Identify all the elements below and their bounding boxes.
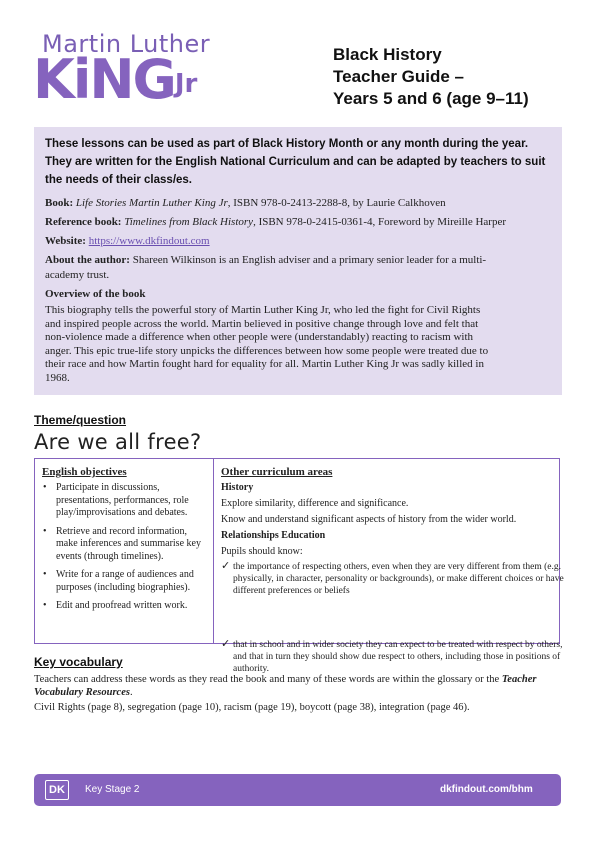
english-objective-item: • Participate in discussions, presentations, performances, role play/improvisations and debates. bbox=[42, 482, 204, 520]
reference-label: Reference book: bbox=[45, 216, 122, 228]
overview-heading: Overview of the book bbox=[45, 288, 146, 300]
intro-lead: These lessons can be used as part of Black History Month or any month during the year. They are written for the English National Curriculum and can be adapted by teachers to suit the needs of their class/es. bbox=[45, 138, 546, 186]
book-details: , ISBN 978-0-2413-2288-8, by Laurie Calkhoven bbox=[227, 197, 446, 209]
english-objectives-list bbox=[42, 482, 204, 619]
english-objective-item: • Edit and proofread written work. bbox=[42, 600, 204, 613]
dk-logo: DK bbox=[45, 780, 69, 800]
relationships-intro: Pupils should know: bbox=[221, 546, 303, 557]
theme-label: Theme/question bbox=[34, 413, 127, 427]
objectives-divider bbox=[213, 458, 214, 644]
website-link[interactable]: https://www.dkfindout.com bbox=[88, 235, 210, 247]
overview-text: This biography tells the powerful story of Martin Luther King Jr, who led the fight for Civil Rights and inspired people across the world. Martin believed in positive change through love and felt that non-violence made a difference when other people were (understandably) reacting to racism with anger. This epic true-life story unpicks the differences between how some people were treated due to their race and how Martin fought hard for equality for all. Martin Luther King Jr was sadly killed in 1968. bbox=[45, 304, 489, 384]
tick-icon: ✓ bbox=[221, 638, 231, 650]
theme-question: Are we all free? bbox=[34, 430, 202, 454]
title-line-2: Teacher Guide – bbox=[333, 67, 465, 86]
vocab-text-part: Teachers can address these words as they read the book and many of these words are within the glossary or the bbox=[34, 674, 502, 685]
website-label: Website: bbox=[45, 235, 86, 247]
author-line bbox=[45, 253, 515, 283]
english-objective-item: • Retrieve and record information, make inferences and summarise key events (through timelines). bbox=[42, 526, 204, 564]
tick-icon: ✓ bbox=[221, 560, 231, 572]
english-objectives-heading: English objectives bbox=[42, 466, 127, 478]
history-line-2: Know and understand significant aspects of history from the wider world. bbox=[221, 514, 517, 525]
other-curriculum-heading: Other curriculum areas bbox=[221, 466, 333, 478]
vocab-text-end: . bbox=[129, 687, 133, 698]
relationships-item bbox=[221, 561, 565, 597]
logo-jr: Jr bbox=[174, 69, 198, 99]
key-stage-label: Key Stage 2 bbox=[85, 784, 140, 795]
relationships-item-text: that in school and in wider society they can expect to be treated with respect by others, and that in turn they should show due respect to others, including those in positions of authority. bbox=[233, 640, 563, 674]
book-label: Book: bbox=[45, 197, 74, 209]
relationships-heading: Relationships Education bbox=[221, 530, 326, 541]
book-line bbox=[45, 196, 555, 211]
title-line-3: Years 5 and 6 (age 9–11) bbox=[333, 89, 529, 108]
vocab-list: Civil Rights (page 8), segregation (page 10), racism (page 19), boycott (page 38), integration (page 46). bbox=[34, 702, 470, 713]
title-line-1: Black History bbox=[333, 45, 442, 64]
logo-name-line: Martin Luther bbox=[42, 30, 211, 58]
page-title bbox=[333, 44, 573, 110]
author-text: Shareen Wilkinson is an English adviser and a primary senior leader for a multi-academy trust. bbox=[45, 254, 487, 281]
book-title: Life Stories Martin Luther King Jr bbox=[75, 197, 228, 209]
website-line bbox=[45, 234, 555, 249]
logo-king-text: KiNG bbox=[33, 48, 175, 111]
author-label: About the author: bbox=[45, 254, 130, 266]
vocab-resources: Teacher Vocabulary Resources bbox=[34, 674, 537, 698]
english-objective-item: • Write for a range of audiences and purposes (including biographies). bbox=[42, 569, 204, 594]
vocab-text bbox=[34, 673, 559, 699]
history-line-1: Explore similarity, difference and significance. bbox=[221, 498, 409, 509]
relationships-item-text: the importance of respecting others, even when they are very different from them (e.g. physically, in character, personality or backgrounds), or make different choices or have different preferences or beliefs bbox=[233, 562, 564, 596]
reference-title: Timelines from Black History bbox=[124, 216, 254, 228]
reference-line bbox=[45, 215, 555, 230]
reference-details: , ISBN 978-0-2415-0361-4, Foreword by Mireille Harper bbox=[253, 216, 507, 228]
history-heading: History bbox=[221, 482, 254, 493]
footer-site-link[interactable]: dkfindout.com/bhm bbox=[440, 784, 533, 795]
vocab-heading: Key vocabulary bbox=[34, 655, 123, 669]
relationships-item bbox=[221, 639, 565, 675]
logo-king bbox=[33, 50, 197, 110]
